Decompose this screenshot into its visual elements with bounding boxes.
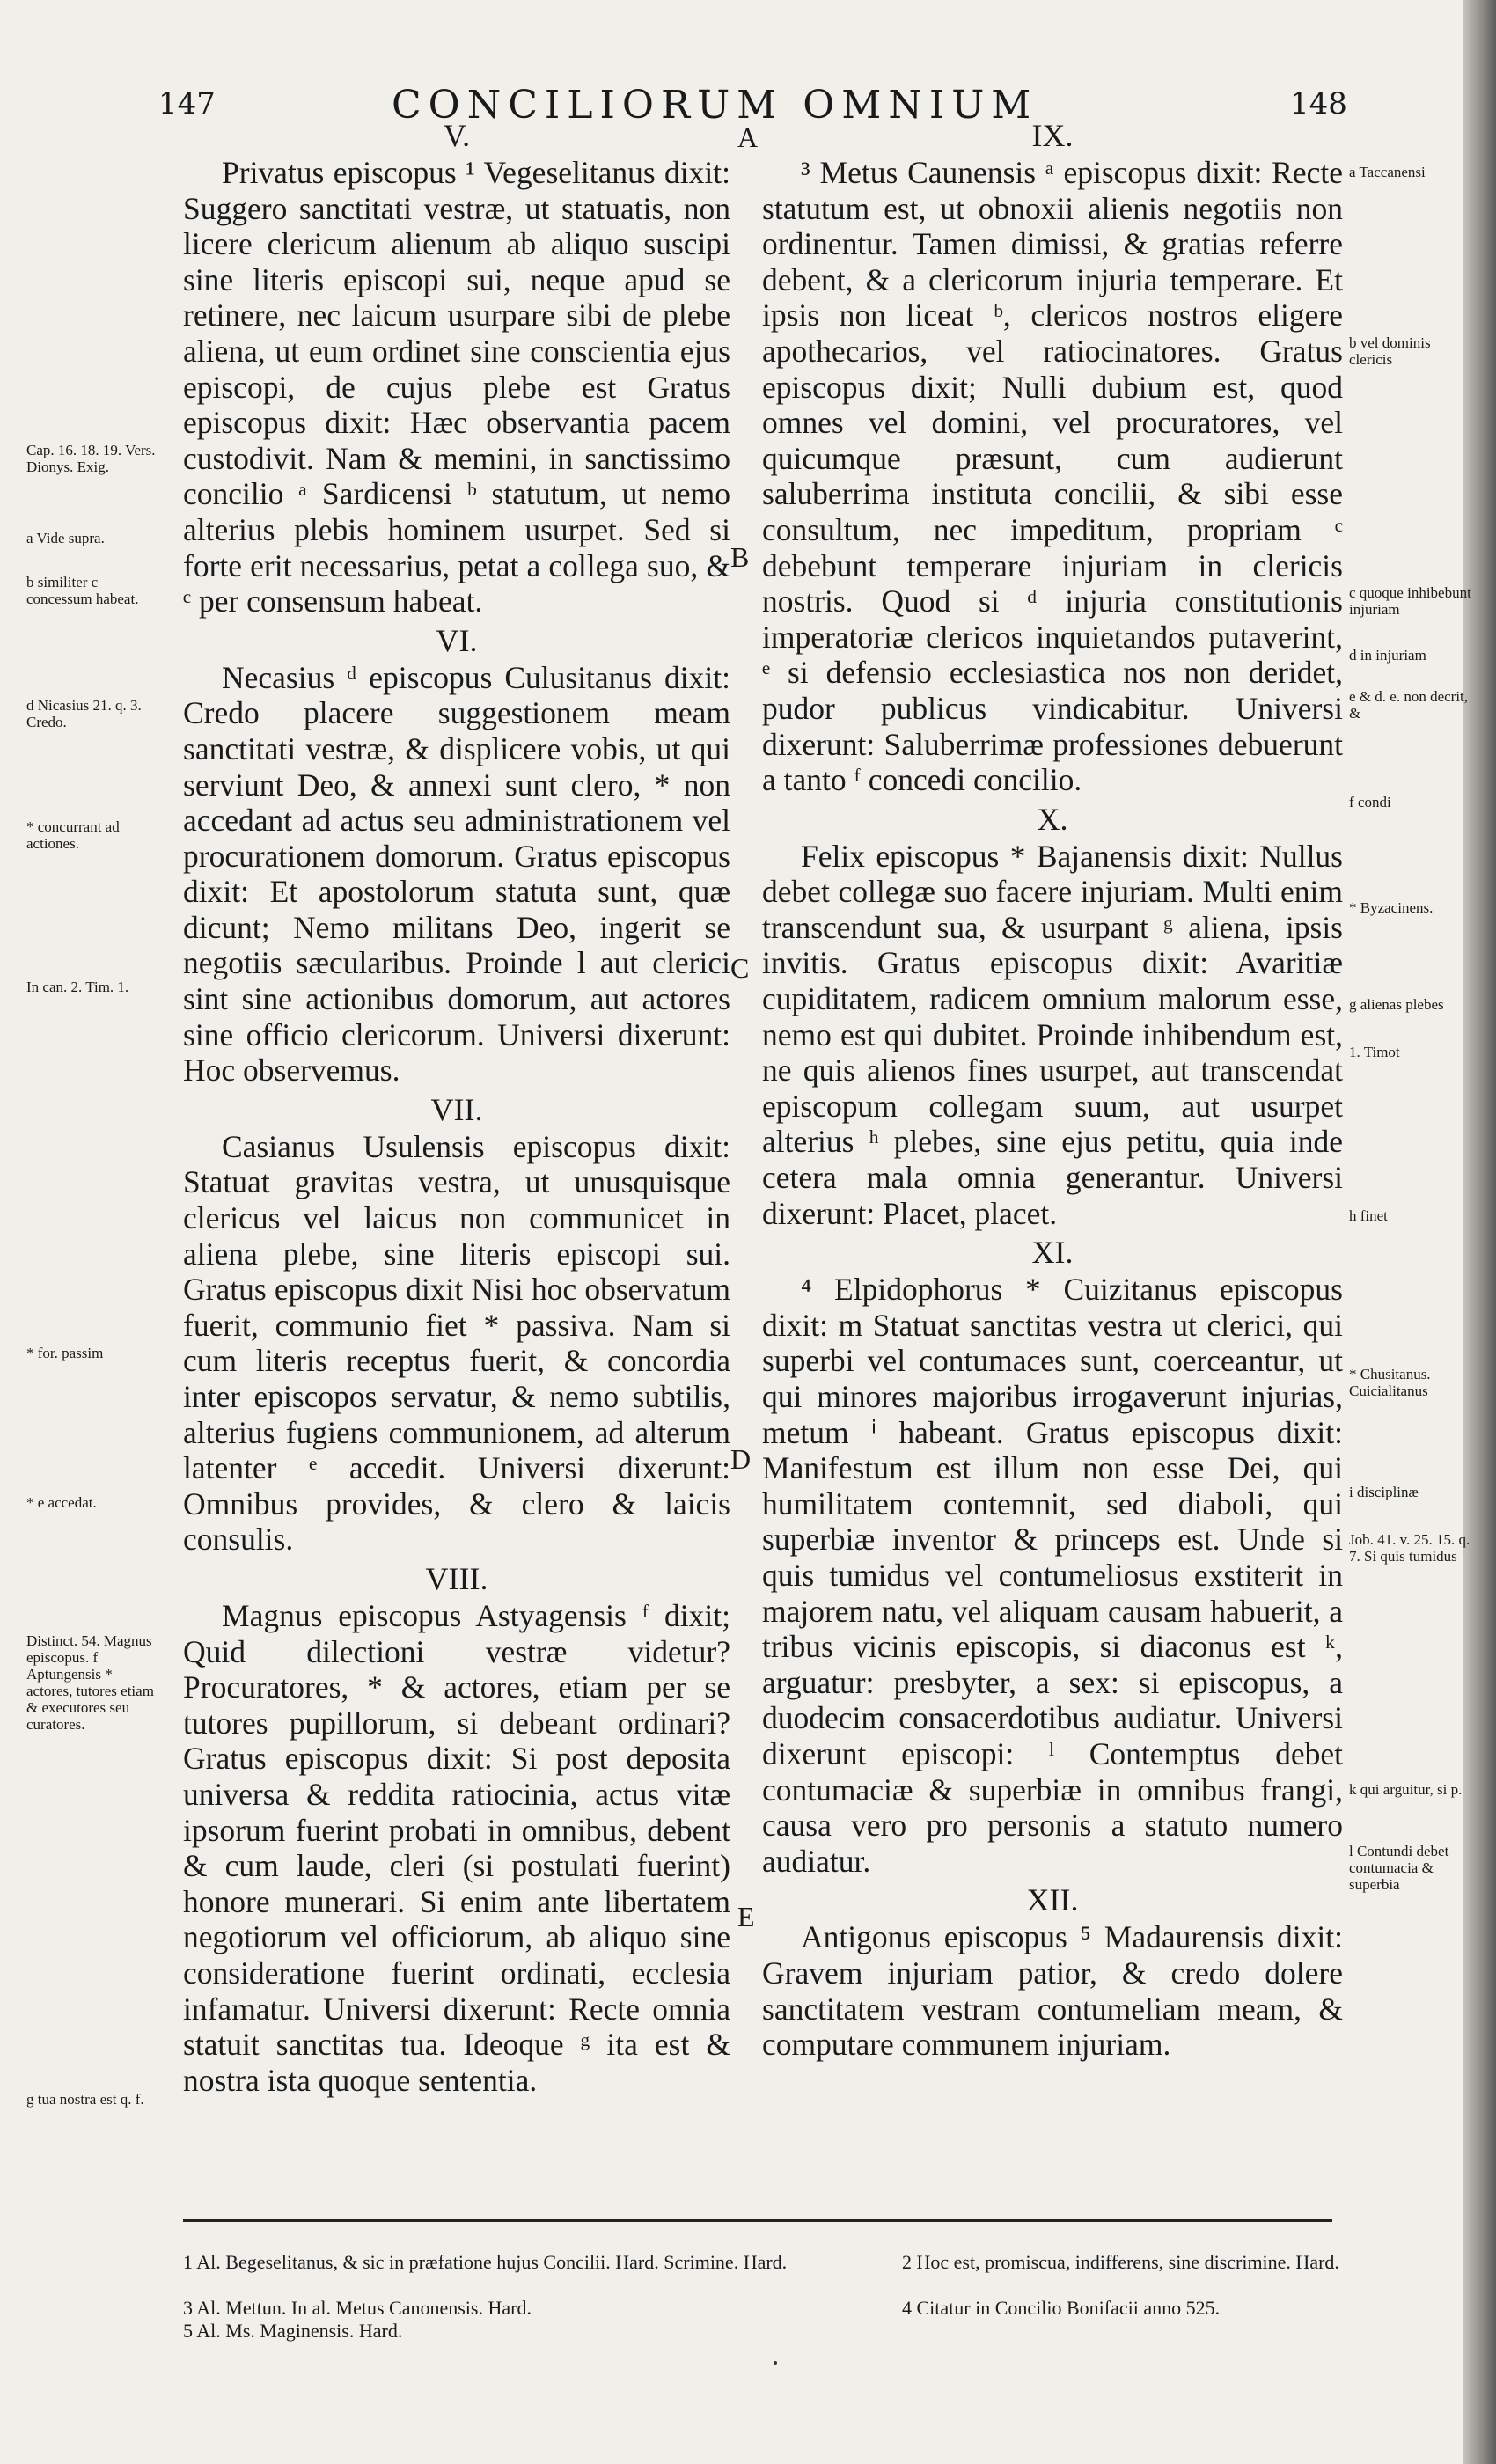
margin-note-right: Job. 41. v. 25. 15. q. 7. Si quis tumidus xyxy=(1349,1531,1470,1565)
footnote: 5 Al. Ms. Maginensis. Hard. xyxy=(183,2320,403,2342)
margin-note-left: In can. 2. Tim. 1. xyxy=(26,979,129,995)
section-heading: V. xyxy=(443,118,471,153)
page-number-right: 148 xyxy=(1290,86,1347,121)
footnote: 4 Citatur in Concilio Bonifacii anno 525. xyxy=(902,2297,1221,2319)
section-paragraph: Magnus episcopus Astyagensis ᶠ dixit; Quid dilectioni vestræ videtur? Procuratores, * & actores, etiam per se tutores pupillorum, si debeant ordinari? Gratus episcopus dixit: Si post deposita universa & reddita ratiocinia, actus vitæ ipsorum fuerint probati in omnibus, debent & cum laude, cleri (si postulati fuerint) honore munerari. Si enim ante libertatem negotiorum vel officiorum, ab aliquo sine consideratione fuerint ordinati, ecclesia infamatur. Universi dixerunt: Recte omnia statuit sanctitas tua. Ideoque ᵍ ita est & nostra ista quoque sententia. xyxy=(183,1597,730,2098)
margin-note-left: a Vide supra. xyxy=(26,530,105,546)
ink-dot xyxy=(774,2361,777,2365)
margin-note-right: a Taccanensi xyxy=(1349,164,1426,180)
margin-note-left: Cap. 16. 18. 19. Vers. Dionys. Exig. xyxy=(26,442,156,475)
margin-note-left: * concurrant ad actiones. xyxy=(26,818,120,852)
margin-note-right: e & d. e. non decrit, & xyxy=(1349,688,1469,722)
section-heading: IX. xyxy=(1031,118,1074,153)
margin-note-right: i disciplinæ xyxy=(1349,1484,1419,1500)
section-heading: VII. xyxy=(430,1091,483,1127)
margin-note-left: * e accedat. xyxy=(26,1494,97,1511)
left-column xyxy=(183,114,730,2101)
section-heading: VIII. xyxy=(425,1560,488,1596)
footnote-rule xyxy=(183,2219,1332,2222)
margin-note-right: * Byzacinens. xyxy=(1349,899,1434,916)
margin-note-right: * Chusitanus. Cuicialitanus xyxy=(1349,1366,1431,1399)
margin-note-left: b similiter c concessum habeat. xyxy=(26,574,139,607)
footnote: 2 Hoc est, promiscua, indifferens, sine discrimine. Hard. xyxy=(902,2251,1339,2273)
margin-note-left: g tua nostra est q. f. xyxy=(26,2091,144,2108)
running-title: CONCILIORUM OMNIUM xyxy=(392,83,1038,128)
section-heading: VI. xyxy=(436,622,478,658)
section-paragraph: Antigonus episcopus ⁵ Madaurensis dixit: Gravem injuriam patior, & credo dolere sanctitatem vestram contumeliam meam, & computare communem injuriam. xyxy=(762,1919,1343,2063)
section-letter-e: E xyxy=(737,1901,755,1932)
margin-note-right: b vel dominis clericis xyxy=(1349,334,1431,368)
section-heading: X. xyxy=(1037,801,1068,837)
right-column xyxy=(762,114,1343,2066)
margin-note-right: c quoque inhibebunt injuriam xyxy=(1349,584,1471,618)
margin-note-right: f condi xyxy=(1349,794,1391,810)
margin-note-left: Distinct. 54. Magnus episcopus. f Aptungensis * actores, tutores etiam & executores seu curatores. xyxy=(26,1632,154,1733)
section-heading: XII. xyxy=(1026,1882,1079,1918)
page-edge-shadow xyxy=(1463,0,1496,2464)
section-paragraph: Necasius ᵈ episcopus Culusitanus dixit: Credo placere suggestionem meam sanctitati vestræ, & displicere vobis, ut qui serviunt Deo, & annexi sunt clero, * non accedant ad actus seu administrationem vel procurationem domorum. Gratus episcopus dixit: Et apostolorum statuta sunt, quæ dicunt; Nemo militans Deo, ingerit se negotiis sæcularibus. Proinde l aut clerici sint sine actionibus domorum, aut actores sine officio clericorum. Universi dixerunt: Hoc observemus. xyxy=(183,659,730,1089)
section-letter-b: B xyxy=(730,541,750,573)
section-paragraph: Casianus Usulensis episcopus dixit: Statuat gravitas vestra, ut unusquisque clericus vel laicus non communicet in aliena plebe, sine literis episcopi sui. Gratus episcopus dixit Nisi hoc observatum fuerit, communio fiet * passiva. Nam si cum literis receptus fuerit, & concordia inter episcopos servatur, & nemo subtilis, alterius fugiens communionem, ad alterum latenter ᵉ accedit. Universi dixerunt: Omnibus provides, & clero & laicis consulis. xyxy=(183,1128,730,1558)
section-letter-d: D xyxy=(730,1443,752,1475)
margin-note-right: g alienas plebes xyxy=(1349,996,1444,1013)
section-heading: XI. xyxy=(1031,1235,1074,1271)
section-paragraph: ³ Metus Caunensis ᵃ episcopus dixit: Recte statutum est, ut obnoxii alienis negotiis non ordinentur. Tamen dimissi, & gratias referre debent, & a clericorum injuria temperare. Et ipsis non liceat ᵇ, clericos nostros eligere apothecarios, vel ratiocinatores. Gratus episcopus dixit; Nulli dubium est, quod omnes vel domini, vel procuratores, vel quicumque præsunt, cum audierunt saluberrima instituta concilii, & sibi esse consultum, nec impeditum, propriam ᶜ debebunt temperare injuriam in clericis nostris. Quod si ᵈ injuria constitutionis imperatoriæ clericos inquietandos putaverint, ᵉ si defensio ecclesiastica nos non deridet, pudor publicus vindicabitur. Universi dixerunt: Saluberrimæ professiones debuerunt a tanto ᶠ concedi concilio. xyxy=(762,155,1343,798)
footnote: 3 Al. Mettun. In al. Metus Canonensis. Hard. xyxy=(183,2297,532,2319)
margin-note-left: * for. passim xyxy=(26,1345,104,1361)
page-number-left: 147 xyxy=(158,86,216,121)
section-letter-c: C xyxy=(730,952,750,984)
section-paragraph: Privatus episcopus ¹ Vegeselitanus dixit: Suggero sanctitati vestræ, ut statuatis, non licere clericum alienum ab aliquo suscipi sine literis episcopi sui, neque apud se retinere, nec laicum usurpare sibi de plebe aliena, ut eum ordinet sine conscientia ejus episcopi, de cujus plebe est Gratus episcopus dixit: Hæc observantia pacem custodivit. Nam & memini, in sanctissimo concilio ᵃ Sardicensi ᵇ statutum, ut nemo alterius plebis hominem usurpet. Sed si forte erit necessarius, petat a collega suo, & ᶜ per consensum habeat. xyxy=(183,155,730,620)
section-paragraph: Felix episcopus * Bajanensis dixit: Nullus debet collegæ suo facere injuriam. Multi enim transcendunt sua, & usurpant ᵍ aliena, ipsis invitis. Gratus episcopus dixit: Avaritiæ cupiditatem, radicem omnium malorum esse, nemo est qui dubitet. Proinde inhibendum est, ne quis alienos fines usurpet, aut transcendat episcopum collegam suum, aut usurpet alterius ʰ plebes, sine ejus petitu, quia inde cetera mala omnia generantur. Universi dixerunt: Placet, placet. xyxy=(762,838,1343,1231)
footnote: 1 Al. Begeselitanus, & sic in præfatione hujus Concilii. Hard. Scrimine. Hard. xyxy=(183,2251,788,2273)
section-paragraph: ⁴ Elpidophorus * Cuizitanus episcopus dixit: m Statuat sanctitas vestra ut clerici, qui superbi vel contumaces sunt, coerceantur, ut qui minores majoribus irrogaverunt injurias, metum ⁱ habeant. Gratus episcopus dixit: Manifestum est illum non esse Dei, qui humilitatem contemnit, sed diaboli, qui superbiæ inventor & princeps est. Unde si quis tumidus vel contumeliosus exstiterit in majorem natu, vel aliquam causam habuerit, a tribus vicinis episcopis, si diaconus est ᵏ, arguatur: presbyter, a sex: si episcopus, a duodecim consacerdotibus audiatur. Universi dixerunt episcopi: ˡ Contemptus debet contumaciæ & superbiæ in omnibus frangi, causa vero pro personis a statuto numero audiatur. xyxy=(762,1272,1343,1879)
section-letter-a: A xyxy=(737,121,759,153)
margin-note-right: 1. Timot xyxy=(1349,1044,1400,1060)
margin-note-left: d Nicasius 21. q. 3. Credo. xyxy=(26,697,142,730)
margin-note-right: k qui arguitur, si p. xyxy=(1349,1781,1463,1798)
margin-note-right: l Contundi debet contumacia & superbia xyxy=(1349,1843,1449,1893)
margin-note-right: h finet xyxy=(1349,1207,1388,1224)
margin-note-right: d in injuriam xyxy=(1349,647,1426,664)
